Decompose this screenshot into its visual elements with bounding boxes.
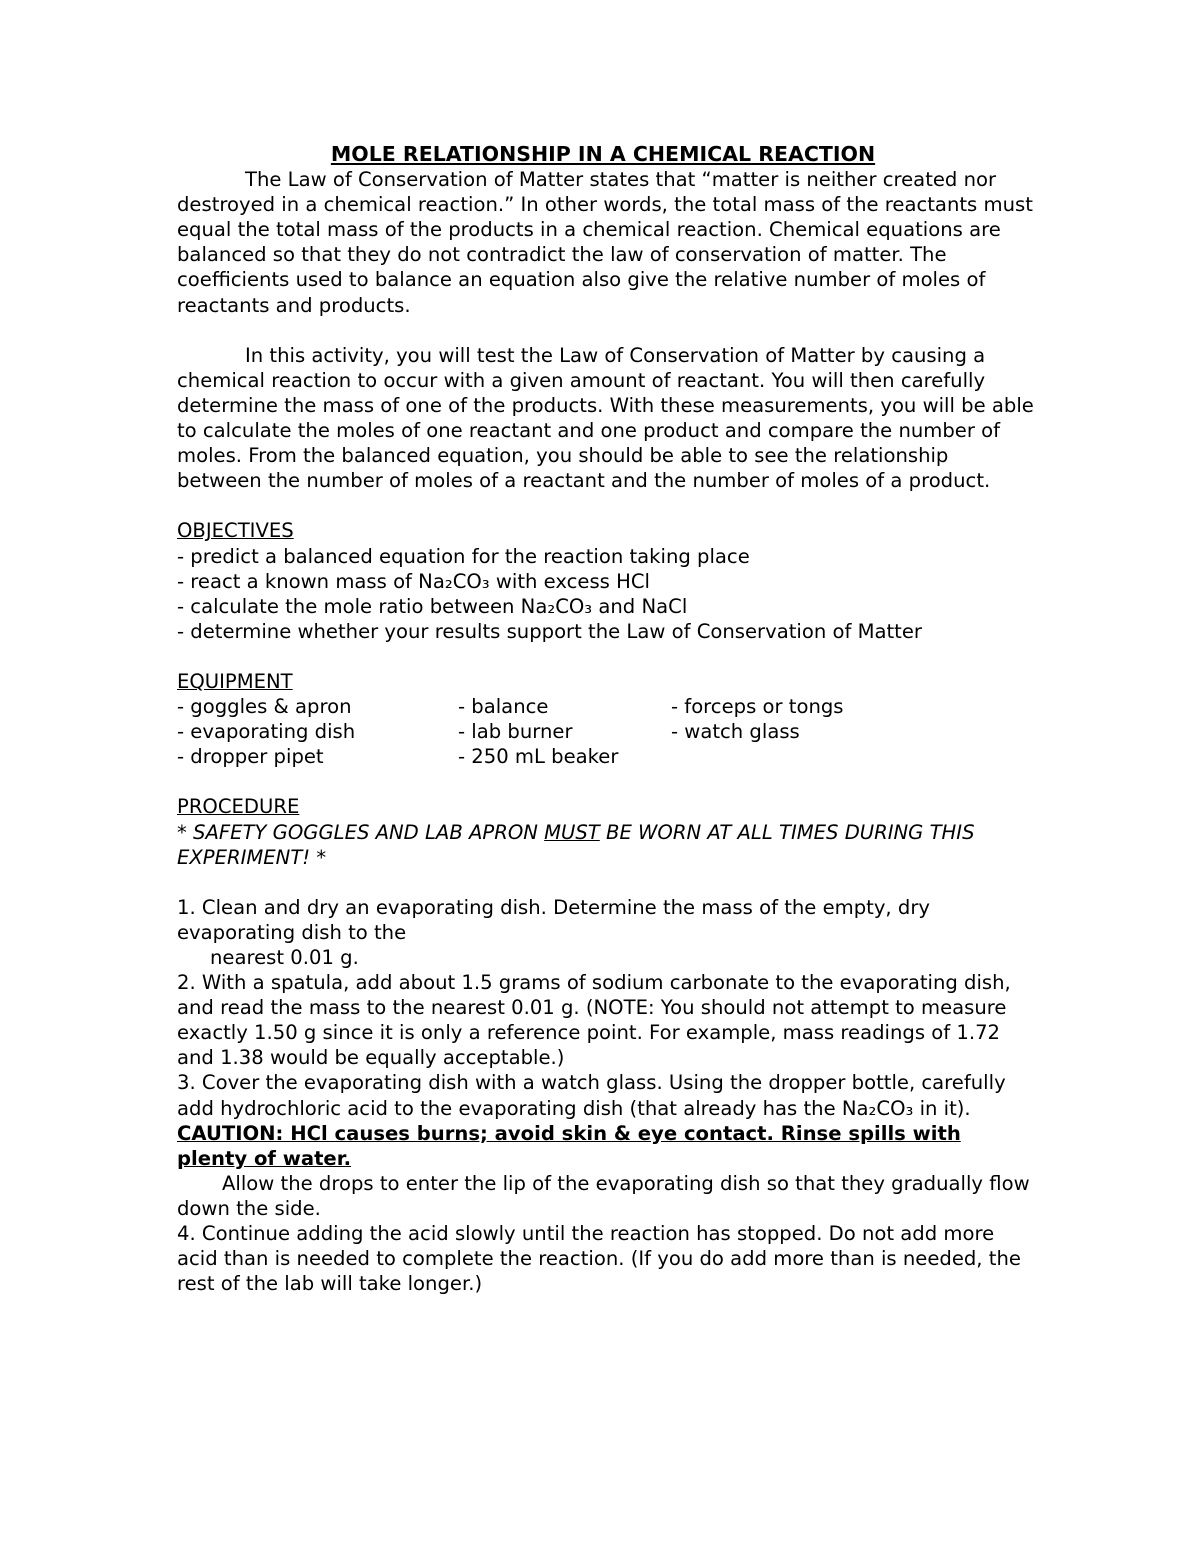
- safety-notice: [177, 820, 1037, 870]
- safety-emphasis: MUST: [544, 820, 600, 844]
- spacer: [177, 870, 1037, 895]
- procedure-heading: PROCEDURE: [177, 795, 300, 819]
- procedure-step-4: 4. Continue adding the acid slowly until the reaction has stopped. Do not add more acid than is needed to complete the reaction. (If you do add more than is needed, the rest of the lab will take longer.): [177, 1222, 1021, 1296]
- objective-item: - react a known mass of Na₂CO₃ with excess HCl: [177, 569, 650, 593]
- procedure-note: Allow the drops to enter the lip of the evaporating dish so that they gradually flow down the side.: [177, 1171, 1030, 1220]
- page-title: MOLE RELATIONSHIP IN A CHEMICAL REACTION: [330, 142, 876, 166]
- document-page: [177, 142, 1037, 1296]
- equipment-heading: EQUIPMENT: [177, 669, 293, 693]
- equipment-item: - goggles & apron: [177, 695, 352, 719]
- equipment-row: [177, 694, 1037, 719]
- intro-paragraph-1: The Law of Conservation of Matter states that “matter is neither created nor destroyed in a chemical reaction.” In other words, the total mass of the reactants must equal the total mass of the products in a chemical reaction. Chemical equations are balanced so that they do not contradict the law of conservation of matter. The coefficients used to balance an equation also give the relative number of moles of reactants and products.: [177, 168, 1033, 317]
- objective-item: - calculate the mole ratio between Na₂CO₃ and NaCl: [177, 594, 688, 618]
- equipment-item: - lab burner: [458, 720, 573, 744]
- procedure-step-1: 1. Clean and dry an evaporating dish. Determine the mass of the empty, dry evaporating dish to the: [177, 895, 930, 944]
- spacer: [177, 493, 1037, 518]
- caution-warning: CAUTION: HCl causes burns; avoid skin & eye contact. Rinse spills with plenty of water.: [177, 1121, 961, 1170]
- equipment-row: [177, 719, 1037, 744]
- spacer: [177, 769, 1037, 794]
- equipment-row: [177, 744, 1037, 769]
- safety-text-start: * SAFETY GOGGLES AND LAB APRON: [177, 820, 545, 844]
- objectives-heading: OBJECTIVES: [177, 519, 294, 543]
- equipment-item: - balance: [458, 695, 549, 719]
- equipment-item: - forceps or tongs: [671, 695, 844, 719]
- spacer: [177, 644, 1037, 669]
- equipment-item: - watch glass: [671, 720, 800, 744]
- procedure-step-3: 3. Cover the evaporating dish with a watch glass. Using the dropper bottle, carefully add hydrochloric acid to the evaporating dish (that already has the Na₂CO₃ in it).: [177, 1071, 1006, 1120]
- safety-text-end: BE WORN AT ALL TIMES DURING THIS EXPERIMENT! *: [177, 820, 975, 869]
- procedure-step-1-continued: nearest 0.01 g.: [210, 946, 359, 969]
- spacer: [177, 318, 1037, 343]
- procedure-step-2: 2. With a spatula, add about 1.5 grams of sodium carbonate to the evaporating dish, and read the mass to the nearest 0.01 g. (NOTE: You should not attempt to measure exactly 1.50 g since it is only a reference point. For example, mass readings of 1.72 and 1.38 would be equally acceptable.): [177, 971, 1011, 1070]
- equipment-item: - 250 mL beaker: [458, 745, 619, 769]
- objective-item: - determine whether your results support the Law of Conservation of Matter: [177, 619, 922, 643]
- intro-paragraph-2: In this activity, you will test the Law of Conservation of Matter by causing a chemical reaction to occur with a given amount of reactant. You will then carefully determine the mass of one of the products. With these measurements, you will be able to calculate the moles of one reactant and one product and compare the number of moles. From the balanced equation, you should be able to see the relationship between the number of moles of a reactant and the number of moles of a product.: [177, 343, 1034, 493]
- equipment-item: - dropper pipet: [177, 745, 324, 769]
- equipment-item: - evaporating dish: [177, 720, 356, 744]
- objective-item: - predict a balanced equation for the reaction taking place: [177, 544, 750, 568]
